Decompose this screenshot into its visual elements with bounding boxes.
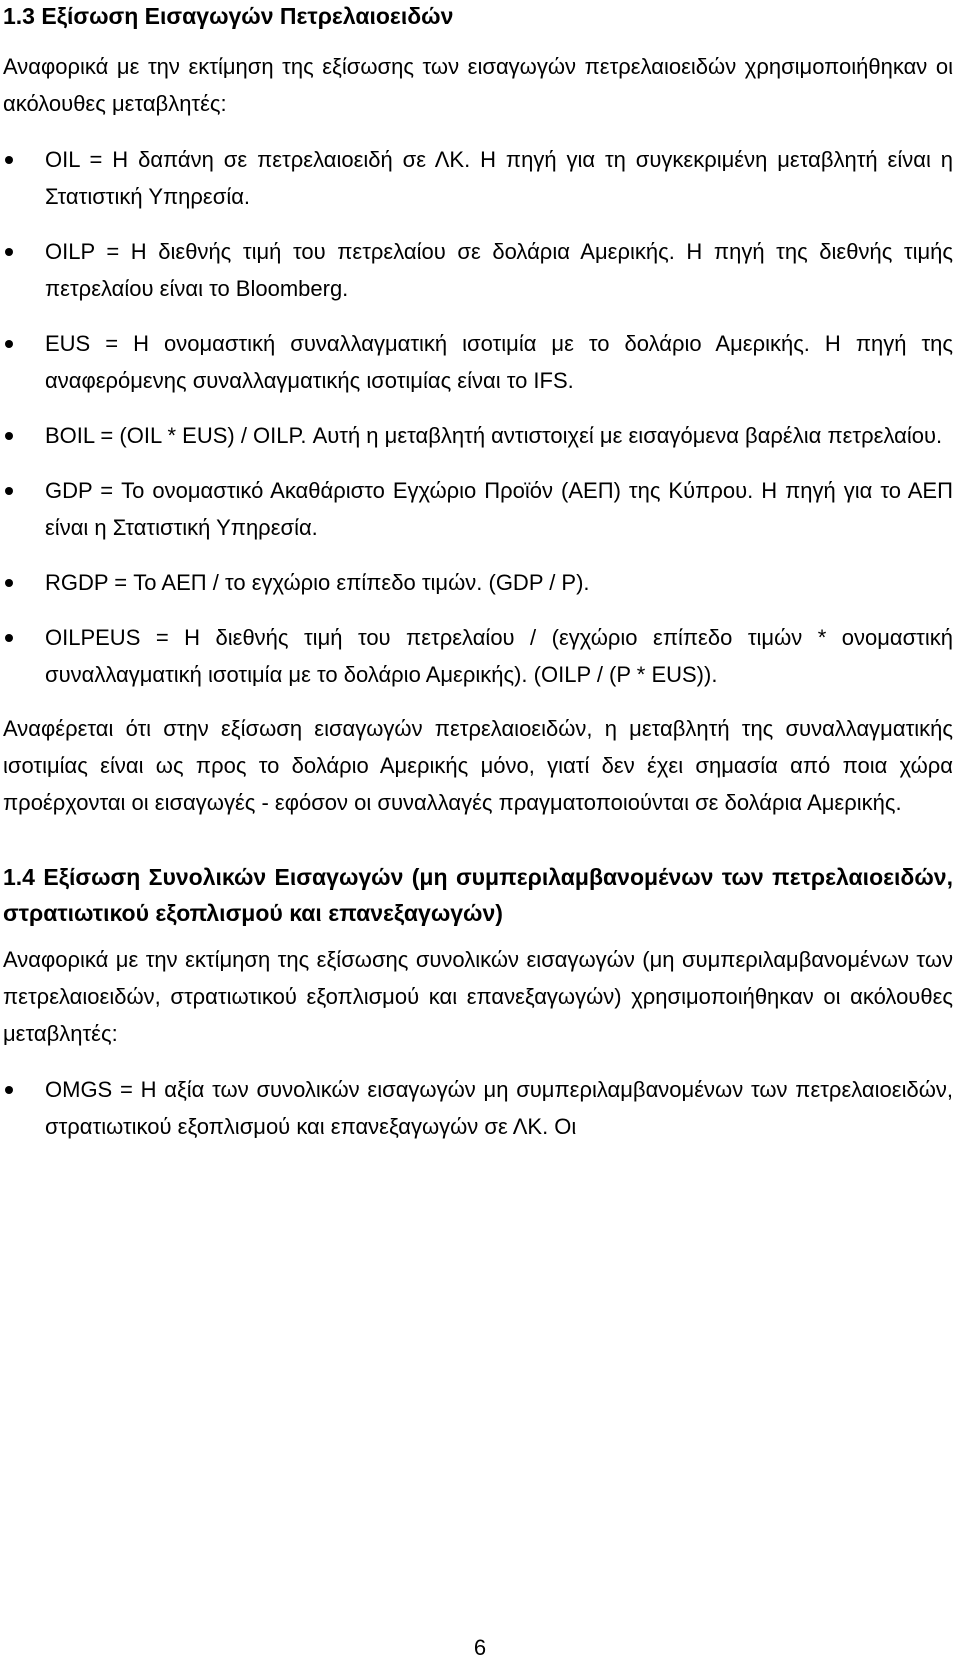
bullet-icon <box>5 340 13 348</box>
list-item-text: EUS = Η ονομαστική συναλλαγματική ισοτιμία με το δολάριο Αμερικής. Η πηγή της αναφερόμενης συναλλαγματικής ισοτιμίας είναι το IFS. <box>45 331 953 393</box>
variable-oilp <box>3 233 953 307</box>
list-item-text: OMGS = Η αξία των συνολικών εισαγωγών μη συμπεριλαμβανομένων των πετρελαιοειδών, στρατιωτικού εξοπλισμού και επανεξαγωγών σε ΛΚ. Οι <box>45 1077 953 1139</box>
bullet-icon <box>5 156 13 164</box>
bullet-icon <box>5 1086 13 1094</box>
variable-oilpeus <box>3 619 953 693</box>
list-item-text: OILP = Η διεθνής τιμή του πετρελαίου σε δολάρια Αμερικής. Η πηγή της διεθνής τιμής πετρελαίου είναι το Bloomberg. <box>45 239 953 301</box>
page-content <box>3 0 953 1145</box>
section-1-4-heading: 1.4 Εξίσωση Συνολικών Εισαγωγών (μη συμπεριλαμβανομένων των πετρελαιοειδών, στρατιωτικού εξοπλισμού και επανεξαγωγών) <box>3 864 953 926</box>
bullet-icon <box>5 432 13 440</box>
section-1-3-heading: 1.3 Εξίσωση Εισαγωγών Πετρελαιοειδών <box>3 3 454 29</box>
page-number: 6 <box>473 1635 487 1660</box>
variable-eus <box>3 325 953 399</box>
section-1-3-intro: Αναφορικά με την εκτίμηση της εξίσωσης των εισαγωγών πετρελαιοειδών χρησιμοποιήθηκαν οι ακόλουθες μεταβλητές: <box>3 54 953 116</box>
section-1-4-variable-list <box>3 1071 953 1145</box>
section-1-3-closing-paragraph: Αναφέρεται ότι στην εξίσωση εισαγωγών πετρελαιοειδών, η μεταβλητή της συναλλαγματικής ισοτιμίας είναι ως προς το δολάριο Αμερικής μόνο, γιατί δεν έχει σημασία από ποια χώρα προέρχονται οι εισαγωγές - εφόσον οι συναλλαγές πραγματοποιούνται σε δολάρια Αμερικής. <box>3 716 953 815</box>
bullet-icon <box>5 634 13 642</box>
variable-gdp <box>3 472 953 546</box>
bullet-icon <box>5 579 13 587</box>
bullet-icon <box>5 248 13 256</box>
section-1-4-intro: Αναφορικά με την εκτίμηση της εξίσωσης συνολικών εισαγωγών (μη συμπεριλαμβανομένων των πετρελαιοειδών, στρατιωτικού εξοπλισμού και επανεξαγωγών) χρησιμοποιήθηκαν οι ακόλουθες μεταβλητές: <box>3 947 953 1046</box>
variable-omgs <box>3 1071 953 1145</box>
bullet-icon <box>5 487 13 495</box>
variable-rgdp <box>3 564 953 601</box>
variable-oil <box>3 141 953 215</box>
list-item-text: OILPEUS = Η διεθνής τιμή του πετρελαίου / (εγχώριο επίπεδο τιμών * ονομαστική συναλλαγματική ισοτιμία με το δολάριο Αμερικής). (OILP / (P * EUS)). <box>45 625 953 687</box>
variable-boil <box>3 417 953 454</box>
section-1-3-variable-list <box>3 141 953 693</box>
list-item-text: RGDP = Το ΑΕΠ / το εγχώριο επίπεδο τιμών. (GDP / P). <box>45 570 590 595</box>
list-item-text: GDP = Το ονομαστικό Ακαθάριστο Εγχώριο Προϊόν (ΑΕΠ) της Κύπρου. Η πηγή για το ΑΕΠ είναι η Στατιστική Υπηρεσία. <box>45 478 953 540</box>
list-item-text: OIL = Η δαπάνη σε πετρελαιοειδή σε ΛΚ. Η πηγή για τη συγκεκριμένη μεταβλητή είναι η Στατιστική Υπηρεσία. <box>45 147 953 209</box>
list-item-text: BOIL = (OIL * EUS) / OILP. Αυτή η μεταβλητή αντιστοιχεί με εισαγόμενα βαρέλια πετρελαίου. <box>45 423 943 448</box>
